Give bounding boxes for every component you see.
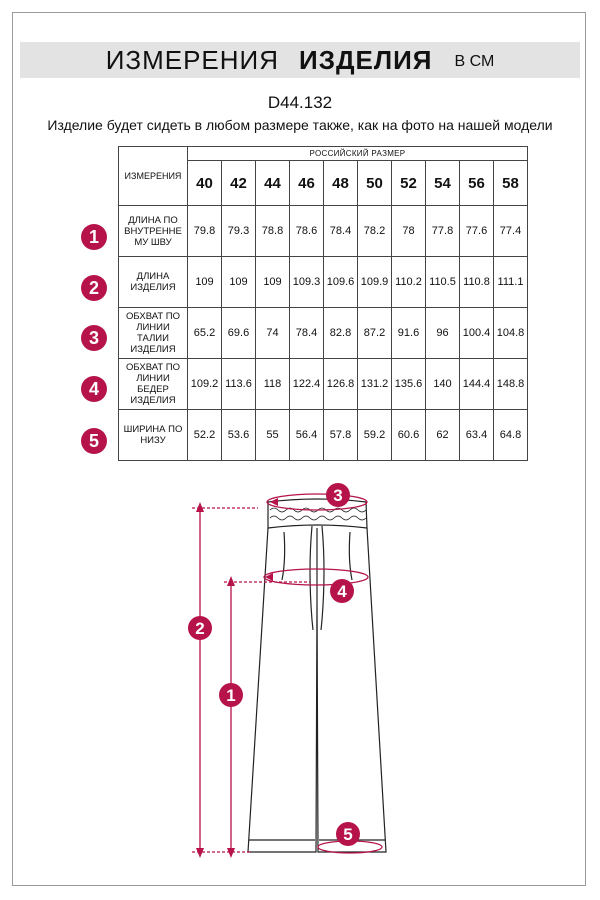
row-label: ОБХВАТ ПО ЛИНИИ ТАЛИИ ИЗДЕЛИЯ [119,308,188,359]
row-label: ШИРИНА ПО НИЗУ [119,410,188,461]
size-header: 40 [188,161,222,206]
waist-ellipse [267,494,367,510]
table-cell: 109.2 [188,359,222,410]
subtitle: Изделие будет сидеть в любом размере также, как на фото на нашей модели [47,117,553,133]
table-cell: 63.4 [460,410,494,461]
table-cell: 78.4 [324,206,358,257]
table-cell: 53.6 [222,410,256,461]
table-cell: 56.4 [290,410,324,461]
corner-label: ИЗМЕРЕНИЯ [119,147,188,206]
size-header: 54 [426,161,460,206]
row-label: ДЛИНА ПО ВНУТРЕННЕ МУ ШВУ [119,206,188,257]
table-cell: 109 [188,257,222,308]
marker-2: 2 [195,619,205,638]
table-cell: 55 [256,410,290,461]
table-cell: 148.8 [494,359,528,410]
marker-4: 4 [337,582,347,601]
table-row [119,308,528,359]
table-cell: 65.2 [188,308,222,359]
row-number-badge: 5 [81,428,107,454]
table-cell: 79.8 [188,206,222,257]
table-cell: 104.8 [494,308,528,359]
table-cell: 109.3 [290,257,324,308]
table-cell: 78.2 [358,206,392,257]
table-cell: 109.6 [324,257,358,308]
table-cell: 122.4 [290,359,324,410]
row-label: ОБХВАТ ПО ЛИНИИ БЕДЕР ИЗДЕЛИЯ [119,359,188,410]
table-cell: 64.8 [494,410,528,461]
table-cell: 78.6 [290,206,324,257]
marker-1: 1 [226,686,236,705]
table-cell: 78 [392,206,426,257]
table-row [119,206,528,257]
table-cell: 69.6 [222,308,256,359]
title-bar [20,42,580,78]
title-part1: ИЗМЕРЕНИЯ [105,44,280,75]
marker-badges [188,483,360,846]
size-group-label: РОССИЙСКИЙ РАЗМЕР [188,147,528,161]
table-cell: 78.4 [290,308,324,359]
title-unit: В СМ [454,53,495,70]
marker-5: 5 [343,825,353,844]
size-header: 50 [358,161,392,206]
table-cell: 60.6 [392,410,426,461]
table-cell: 131.2 [358,359,392,410]
table-row [119,359,528,410]
table-cell: 109 [256,257,290,308]
table-row [119,257,528,308]
marker-3: 3 [333,486,343,505]
table-row [119,410,528,461]
size-header: 42 [222,161,256,206]
size-header: 56 [460,161,494,206]
trousers-drawing [0,480,600,880]
table-cell: 110.2 [392,257,426,308]
header-row [119,147,528,161]
size-header: 58 [494,161,528,206]
size-table [118,146,528,461]
table-cell: 118 [256,359,290,410]
table-cell: 144.4 [460,359,494,410]
size-header: 44 [256,161,290,206]
table-cell: 126.8 [324,359,358,410]
row-number-badge: 3 [81,325,107,351]
table-cell: 87.2 [358,308,392,359]
row-number-badge: 2 [81,275,107,301]
table-cell: 109.9 [358,257,392,308]
hip-ellipse [264,569,368,585]
table-cell: 113.6 [222,359,256,410]
table-cell: 140 [426,359,460,410]
table-cell: 77.8 [426,206,460,257]
trousers-outline [248,499,386,852]
row-label: ДЛИНА ИЗДЕЛИЯ [119,257,188,308]
size-header: 46 [290,161,324,206]
table-cell: 77.4 [494,206,528,257]
article-number: D44.132 [267,93,333,112]
table-cell: 135.6 [392,359,426,410]
table-cell: 74 [256,308,290,359]
table-cell: 62 [426,410,460,461]
arrowheads [196,498,278,858]
table-cell: 109 [222,257,256,308]
table-cell: 52.2 [188,410,222,461]
table-cell: 111.1 [494,257,528,308]
table-cell: 96 [426,308,460,359]
table-cell: 100.4 [460,308,494,359]
table-cell: 79.3 [222,206,256,257]
row-number-badge: 4 [81,376,107,402]
table-cell: 82.8 [324,308,358,359]
table-cell: 59.2 [358,410,392,461]
table-cell: 77.6 [460,206,494,257]
measurement-lines [192,494,382,853]
title-part2: ИЗДЕЛИЯ [299,44,433,75]
table-cell: 110.8 [460,257,494,308]
size-header: 52 [392,161,426,206]
table-cell: 78.8 [256,206,290,257]
table-cell: 57.8 [324,410,358,461]
size-header: 48 [324,161,358,206]
row-number-badge: 1 [81,224,107,250]
table-cell: 91.6 [392,308,426,359]
table-cell: 110.5 [426,257,460,308]
